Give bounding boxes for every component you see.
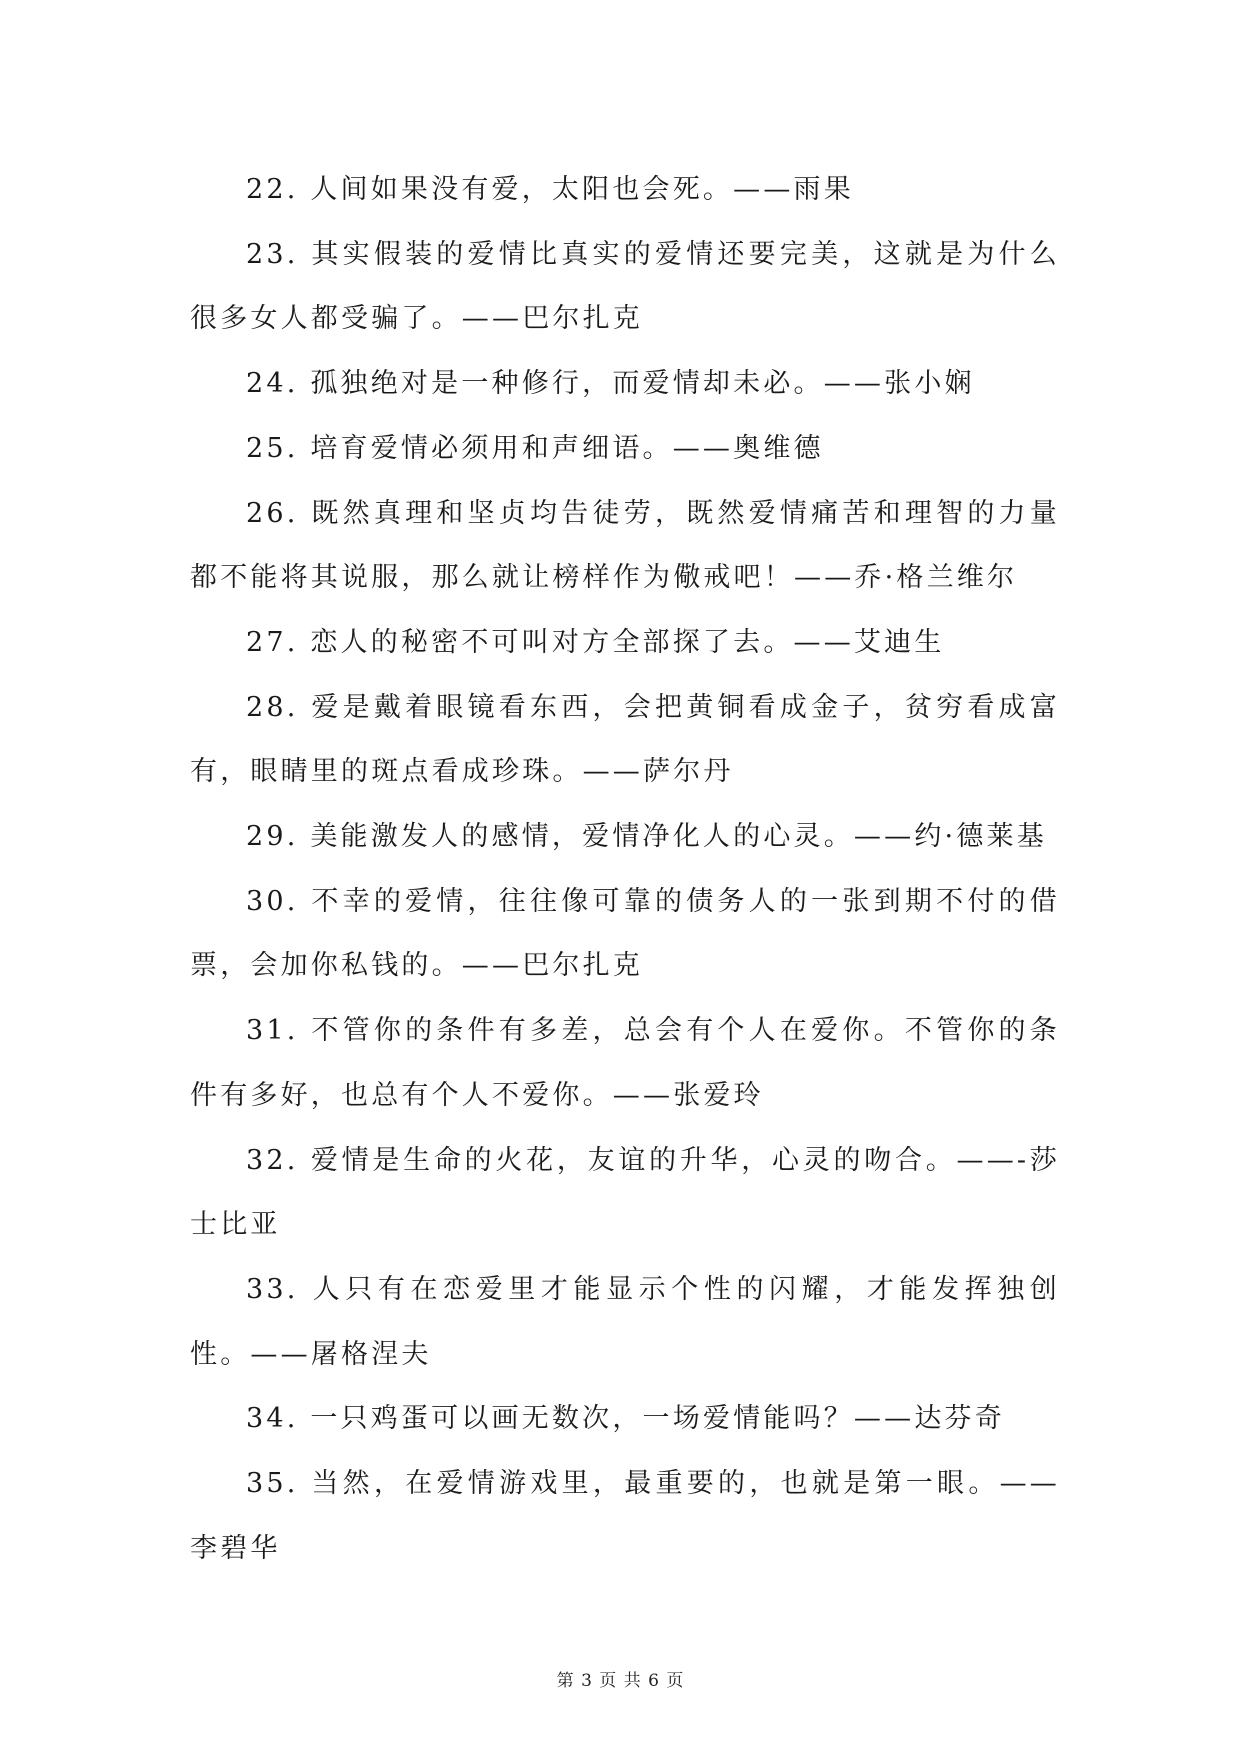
quote-item: 34. 一只鸡蛋可以画无数次，一场爱情能吗？——达芬奇 — [246, 1403, 1005, 1435]
quote-item: 30. 不幸的爱情，往往像可靠的债务人的一张到期不付的借票，会加你私钱的。——巴尔扎克 — [190, 885, 1060, 982]
page-footer — [0, 1666, 1241, 1691]
quote-item: 25. 培育爱情必须用和声细语。——奥维德 — [246, 432, 824, 464]
quote-item: 24. 孤独绝对是一种修行，而爱情却未必。——张小娴 — [246, 368, 975, 400]
quote-item: 29. 美能激发人的感情，爱情净化人的心灵。——约·德莱基 — [246, 821, 1047, 853]
quote-item: 22. 人间如果没有爱，太阳也会死。——雨果 — [246, 174, 854, 205]
footer-current-page: 3 — [581, 1671, 593, 1691]
quote-list — [190, 158, 1060, 1581]
footer-total-pages: 6 — [648, 1671, 660, 1691]
quote-item: 33. 人只有在恋爱里才能显示个性的闪耀，才能发挥独创性。——屠格涅夫 — [190, 1273, 1060, 1370]
quote-item: 27. 恋人的秘密不可叫对方全部探了去。——艾迪生 — [246, 626, 945, 658]
quote-item: 26. 既然真理和坚贞均告徒劳，既然爱情痛苦和理智的力量都不能将其说服，那么就让榜样作为儆戒吧！——乔·格兰维尔 — [190, 497, 1060, 594]
quote-item: 23. 其实假装的爱情比真实的爱情还要完美，这就是为什么很多女人都受骗了。——巴尔扎克 — [190, 238, 1060, 335]
quote-item: 35. 当然，在爱情游戏里，最重要的，也就是第一眼。——李碧华 — [190, 1468, 1060, 1564]
quote-item: 32. 爱情是生命的火花，友谊的升华，心灵的吻合。——-莎士比亚 — [190, 1144, 1060, 1241]
quote-item: 31. 不管你的条件有多差，总会有个人在爱你。不管你的条件有多好，也总有个人不爱你。——张爱玲 — [190, 1015, 1060, 1111]
footer-middle: 页 共 — [599, 1671, 642, 1691]
footer-prefix: 第 — [556, 1671, 575, 1691]
footer-suffix: 页 — [666, 1671, 685, 1691]
quote-item: 28. 爱是戴着眼镜看东西，会把黄铜看成金子，贫穷看成富有，眼睛里的斑点看成珍珠。——萨尔丹 — [190, 691, 1060, 788]
